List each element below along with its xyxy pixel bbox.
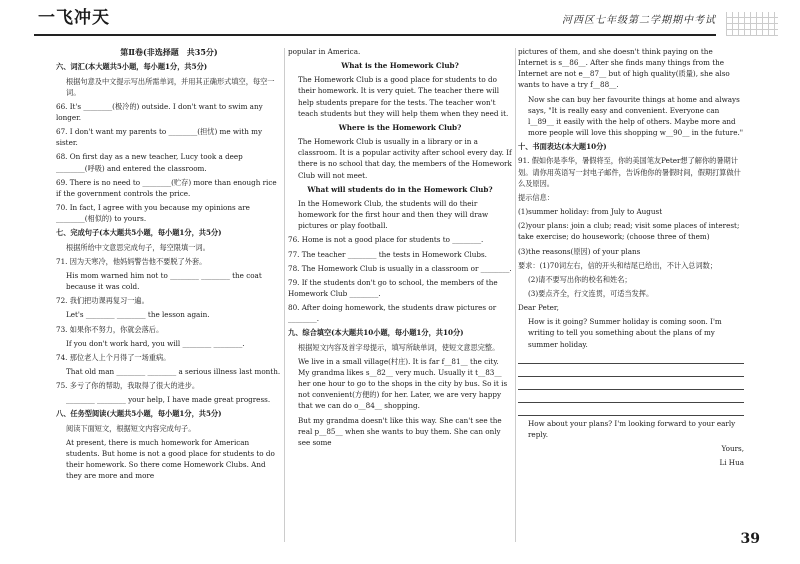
section-heading: 十、书面表达(本大题10分) bbox=[518, 142, 607, 152]
question: 80. After doing homework, the students draw pictures or ________. bbox=[288, 303, 497, 324]
page-number: 39 bbox=[740, 531, 760, 547]
question-english: That old man ________ ________ a serious illness last month. bbox=[66, 366, 281, 376]
letter-body: How is it going? Summer holiday is coming soon. I'm writing to tell you something about the plans of my summer holiday. bbox=[528, 317, 722, 349]
passage-heading: What will students do in the Homework Club? bbox=[307, 184, 493, 194]
question: 71. 因为天寒冷，他妈妈警告他不要脱了外套。 bbox=[56, 256, 207, 266]
passage: In the Homework Club, the students will do their homework for the first hour and then they will draw pictures or play football. bbox=[298, 198, 489, 231]
writing-line[interactable] bbox=[518, 392, 744, 403]
question: 79. If the students don't go to school, the members of the Homework Club ________. bbox=[288, 277, 498, 298]
instruction: 阅读下面短文，根据短文内容完成句子。 bbox=[66, 423, 196, 433]
question: 78. The Homework Club is usually in a classroom or ________. bbox=[288, 263, 512, 273]
letter-salutation: Dear Peter, bbox=[518, 303, 559, 313]
question-english: Let's ________ ________ the lesson again. bbox=[66, 310, 210, 320]
passage: But my grandma doesn't like this way. She can't see the real p__85__ when she wants to buy them. She can only see some bbox=[298, 415, 502, 447]
column-middle bbox=[288, 46, 512, 451]
question-english: If you don't work hard, you will ________ ________. bbox=[66, 338, 245, 348]
section-heading: 六、词汇(本大题共5小题，每小题1分，共5分) bbox=[56, 62, 208, 72]
question: 72. 我们把功课再复习一遍。 bbox=[56, 296, 149, 306]
passage: Now she can buy her favourite things at home and always says, "It is really easy and convenient. Everyone can l__89__ it easily with the help of others. Maybe more and more people will love this shopping w__90__ in the future." bbox=[528, 94, 744, 138]
question: 75. 多亏了你的帮助，我取得了很大的进步。 bbox=[56, 381, 200, 391]
question: 77. The teacher ________ the tests in Homework Clubs. bbox=[288, 249, 487, 259]
column-divider bbox=[515, 48, 516, 542]
writing-line[interactable] bbox=[518, 366, 744, 377]
column-divider bbox=[284, 48, 285, 542]
writing-line[interactable] bbox=[518, 379, 744, 390]
logo: 一飞冲天 bbox=[38, 8, 110, 28]
requirement: (2)请不要写出你的校名和姓名； bbox=[528, 274, 632, 284]
hint: (3)the reasons(原因) of your plans bbox=[518, 246, 641, 256]
instruction: 根据所给中文意思完成句子，每空限填一词。 bbox=[66, 242, 210, 252]
passage: We live in a small village(村庄). It is far f__81__ the city. My grandma likes s__82__ very much. Usually it t__83__ her one hour to go to the shops in the city by bus. So it is not convenient(方便的) for her. Later, we are very happy that we can do o__84__ shopping. bbox=[298, 356, 508, 411]
question-english: His mom warned him not to ________ ________ the coat because it was cold. bbox=[66, 270, 262, 292]
passage: The Homework Club is usually in a library or in a classroom. It is a popular activity after school every day. If there is no school that day, the members of the Homework Club will not meet. bbox=[298, 137, 512, 180]
question: 74. 那位老人上个月得了一场重病。 bbox=[56, 352, 171, 362]
writing-line[interactable] bbox=[518, 353, 744, 364]
column-left bbox=[56, 46, 282, 484]
part-title: 第Ⅱ卷(非选择题 共35分) bbox=[120, 47, 218, 57]
hint: (2)your plans: join a club; read; visit some places of interest; take exercise; do housework; (choose three of them) bbox=[518, 221, 740, 242]
requirement: 要求：(1)70词左右，信的开头和结尾已给出，不计入总词数； bbox=[518, 260, 718, 270]
section-heading: 八、任务型阅读(大题共5小题，每小题1分，共5分) bbox=[56, 409, 222, 419]
section-heading: 九、综合填空(本大题共10小题，每小题1分，共10分) bbox=[288, 328, 464, 338]
passage: At present, there is much homework for American students. But home is not a good place for students to do their homework. So there come Homework Clubs. And they are more and more bbox=[66, 437, 275, 481]
question: 66. It's ________(极冷的) outside. I don't want to swim any longer. bbox=[56, 101, 263, 123]
hint: (1)summer holiday: from July to August bbox=[518, 207, 663, 217]
question: 67. I don't want my parents to ________(担忧) me with my sister. bbox=[56, 127, 263, 148]
writing-line[interactable] bbox=[518, 405, 744, 416]
header bbox=[14, 6, 786, 40]
passage: The Homework Club is a good place for students to do their homework. It is very quiet. The teacher there will help students prepare for the tests. The teacher won't teach students but they will help them when they need it. bbox=[298, 75, 509, 118]
question: 73. 如果你不努力，你就会落后。 bbox=[56, 324, 164, 334]
passage: pictures of them, and she doesn't think paying on the Internet is s__86__. After she finds many things from the Internet are not e__87__ but of high quality(质量), she also wants to have a try f__88__. bbox=[518, 47, 730, 90]
letter-signoff: Yours, bbox=[721, 444, 744, 454]
instruction: 根据短文内容及首字母提示，填写所缺单词，使短文意思完整。 bbox=[298, 342, 500, 352]
grid-icon bbox=[726, 12, 778, 36]
column-right bbox=[518, 46, 744, 471]
question: 70. In fact, I agree with you because my opinions are ________(相似的) to yours. bbox=[56, 203, 250, 224]
letter-signature: Li Hua bbox=[719, 458, 744, 468]
requirement: (3)要点齐全，行文连贯，可适当发挥。 bbox=[528, 288, 654, 298]
header-title: 河西区七年级第二学期期中考试 bbox=[562, 15, 716, 26]
question-english: ________ ________ your help, I have made great progress. bbox=[66, 395, 271, 405]
passage-heading: What is the Homework Club? bbox=[341, 61, 459, 71]
hint-label: 提示信息： bbox=[518, 192, 554, 202]
question: 91. 假如你是李华，暑假将至，你的美国笔友Peter想了解你的暑期计划。请你用英语写一封电子邮件，告诉他你的暑假时间，假期打算做什么及原因。 bbox=[518, 156, 741, 188]
passage-heading: Where is the Homework Club? bbox=[338, 122, 462, 132]
header-rule bbox=[34, 34, 716, 36]
question: 69. There is no need to ________(贮存) more than enough rice if the government controls the price. bbox=[56, 177, 277, 198]
question: 68. On first day as a new teacher, Lucy took a deep ________(呼吸) and entered the classroom. bbox=[56, 152, 243, 173]
section-heading: 七、完成句子(本大题共5小题，每小题1分，共5分) bbox=[56, 228, 222, 238]
question: 76. Home is not a good place for students to ________. bbox=[288, 235, 484, 245]
letter-closing: How about your plans? I'm looking forward to your early reply. bbox=[528, 418, 736, 439]
passage: popular in America. bbox=[288, 47, 361, 56]
instruction: 根据句意及中文提示写出所需单词，并用其正确形式填空，每空一词。 bbox=[66, 76, 275, 97]
